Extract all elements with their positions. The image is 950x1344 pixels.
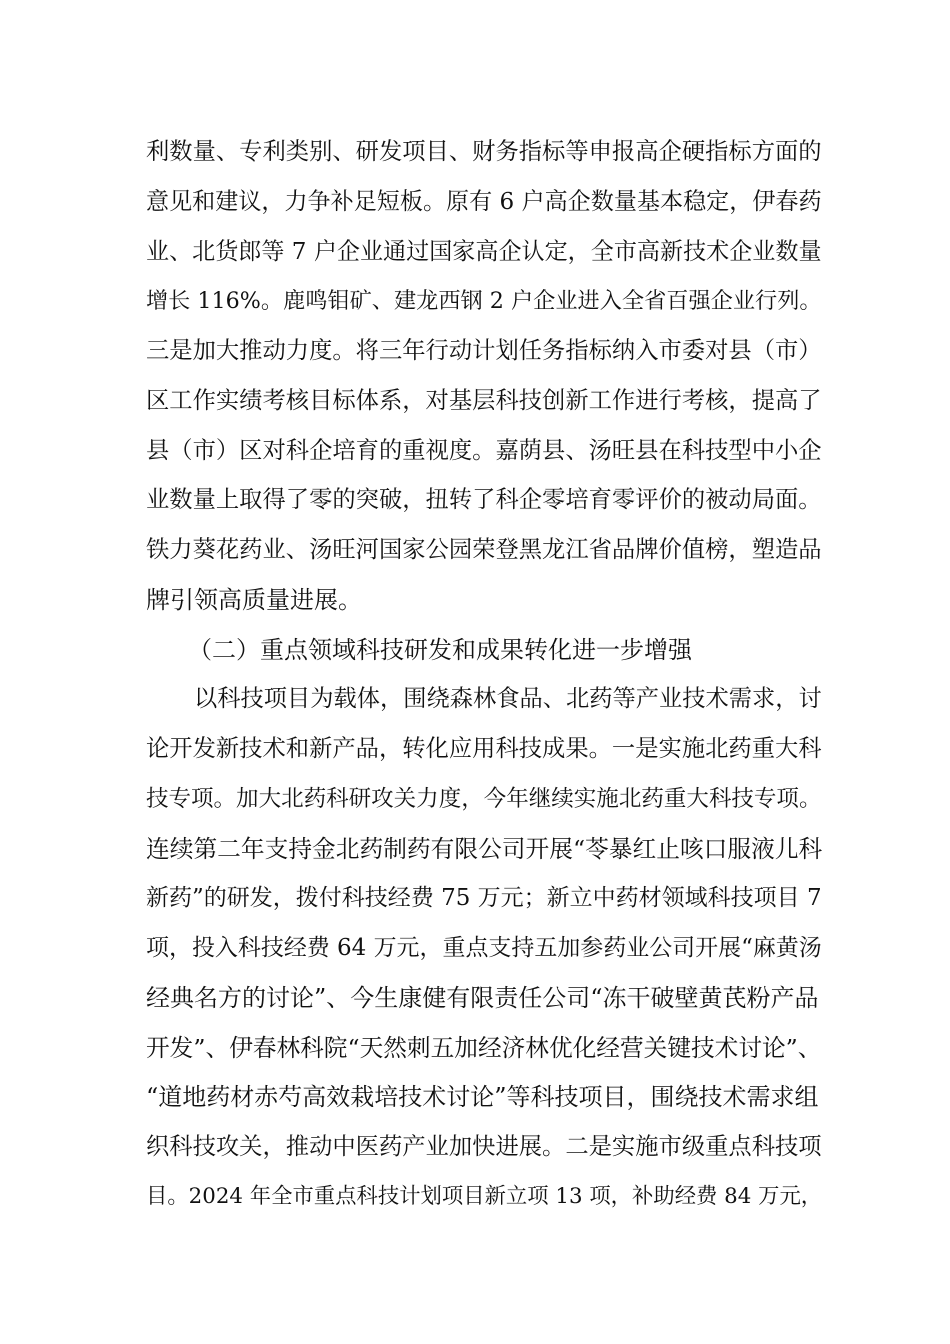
text-line: 铁力葵花药业、汤旺河国家公园荣登黑龙江省品牌价值榜，塑造品: [146, 536, 822, 563]
text-line: 区工作实绩考核目标体系，对基层科技创新工作进行考核，提高了: [146, 387, 822, 414]
text-line: 业、北货郎等 7 户企业通过国家高企认定，全市高新技术企业数量: [146, 239, 822, 265]
text-line: 经典名方的讨论”、今生康健有限责任公司“冻干破壁黄芪粉产品: [146, 984, 819, 1012]
text-line: 项，投入科技经费 64 万元，重点支持五加参药业公司开展“麻黄汤: [146, 935, 822, 961]
text-line: 利数量、专利类别、研发项目、财务指标等申报高企硬指标方面的: [146, 138, 822, 165]
text-line: 以科技项目为载体，围绕森林食品、北药等产业技术需求，讨: [194, 685, 822, 712]
text-line: 牌引领高质量进展。: [146, 586, 362, 614]
section-heading: （二）重点领域科技研发和成果转化进一步增强: [188, 636, 692, 664]
text-line: 论开发新技术和新产品，转化应用科技成果。一是实施北药重大科: [146, 735, 822, 762]
text-line: 意见和建议，力争补足短板。原有 6 户高企数量基本稳定，伊春药: [146, 189, 822, 215]
text-line: 县（市）区对科企培育的重视度。嘉荫县、汤旺县在科技型中小企: [146, 437, 822, 464]
text-line: 开发”、伊春林科院“天然刺五加经济林优化经营关键技术讨论”、: [146, 1034, 822, 1062]
text-line: 技专项。加大北药科研攻关力度，今年继续实施北药重大科技专项。: [146, 786, 822, 812]
text-line: 业数量上取得了零的突破，扭转了科企零培育零评价的被动局面。: [146, 486, 822, 513]
text-line: 目。2024 年全市重点科技计划项目新立项 13 项，补助经费 84 万元，: [146, 1184, 823, 1209]
text-line: 新药”的研发，拨付科技经费 75 万元；新立中药材领域科技项目 7: [146, 885, 822, 911]
text-line: 织科技攻关，推动中医药产业加快进展。二是实施市级重点科技项: [146, 1133, 822, 1160]
text-line: 增长 116%。鹿鸣钼矿、建龙西钢 2 户企业进入全省百强企业行列。: [146, 288, 822, 314]
text-line: 三是加大推动力度。将三年行动计划任务指标纳入市委对县（市）: [146, 337, 822, 364]
text-line: 连续第二年支持金北药制药有限公司开展“苓暴红止咳口服液儿科: [146, 835, 823, 863]
text-line: “道地药材赤芍高效栽培技术讨论”等科技项目，围绕技术需求组: [146, 1083, 819, 1111]
